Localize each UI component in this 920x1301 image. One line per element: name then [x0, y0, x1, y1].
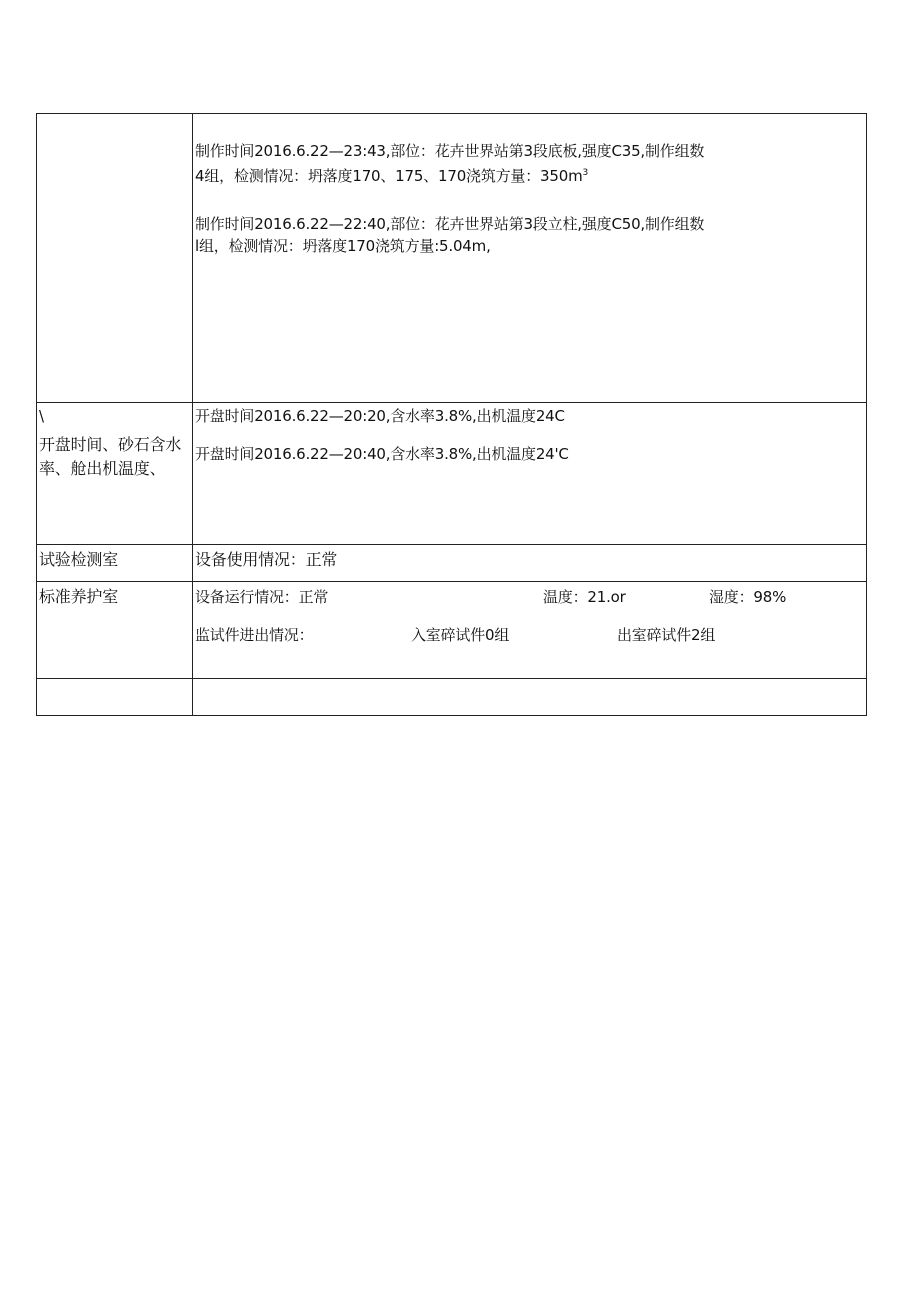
specimen-record-2-line1: 制作时间2016.6.22—22:40,部位：花卉世界站第3段立柱,强度C50,制作组数 — [195, 215, 705, 233]
row4-label-cell — [37, 582, 193, 679]
table-row-mixing-info — [37, 403, 867, 545]
curing-specimen-line — [193, 624, 866, 646]
specimen-record-1-line2 — [195, 162, 864, 187]
cubic-superscript: 3 — [582, 168, 589, 178]
specimen-record-1 — [193, 140, 866, 187]
curing-room-status-line — [193, 586, 866, 608]
specimen-record-2 — [193, 213, 866, 257]
specimen-record-1-line2-text: 4组，检测情况：坍落度170、175、170浇筑方量：350m — [195, 167, 583, 185]
curing-equipment-status: 设备运行情况：正常 — [195, 588, 329, 606]
mixing-record-1: 开盘时间2016.6.22—20:20,含水率3.8%,出机温度24C — [195, 407, 565, 425]
inspection-log-table — [36, 113, 867, 716]
row2-label-slash: \ — [39, 407, 44, 425]
row2-content-cell — [193, 403, 867, 545]
table-row-empty — [37, 679, 867, 716]
curing-temperature: 温度：21.or — [543, 588, 626, 606]
row5-label-cell — [37, 679, 193, 716]
test-lab-equipment-status: 设备使用情况：正常 — [195, 550, 338, 569]
specimen-record-2-line2: l组，检测情况：坍落度170浇筑方量:5.04m, — [195, 237, 491, 255]
row2-label-cell — [37, 403, 193, 545]
row3-content-cell — [193, 545, 867, 582]
row3-label: 试验检测室 — [39, 550, 119, 569]
table-row-test-lab — [37, 545, 867, 582]
row4-content-cell — [193, 582, 867, 679]
row2-label: 开盘时间、砂石含水率、舱出机温度、 — [39, 435, 182, 478]
row4-label: 标准养护室 — [39, 587, 119, 606]
row5-label — [37, 681, 41, 699]
specimen-in-count: 入室碎试件0组 — [411, 626, 510, 644]
row1-content-cell — [193, 114, 867, 403]
row3-label-cell — [37, 545, 193, 582]
table-row-curing-room — [37, 582, 867, 679]
row1-label-cell — [37, 114, 193, 403]
row5-content-cell — [193, 679, 867, 716]
mixing-record-2: 开盘时间2016.6.22—20:40,含水率3.8%,出机温度24'C — [195, 445, 569, 463]
specimen-movement-label: 监试件进出情况： — [195, 626, 314, 644]
specimen-record-1-line1: 制作时间2016.6.22—23:43,部位：花卉世界站第3段底板,强度C35,制作组数 — [195, 142, 705, 160]
specimen-out-count: 出室碎试件2组 — [617, 626, 716, 644]
table-row-specimen-records — [37, 114, 867, 403]
row5-value — [193, 681, 197, 699]
curing-humidity: 湿度：98% — [709, 588, 787, 606]
